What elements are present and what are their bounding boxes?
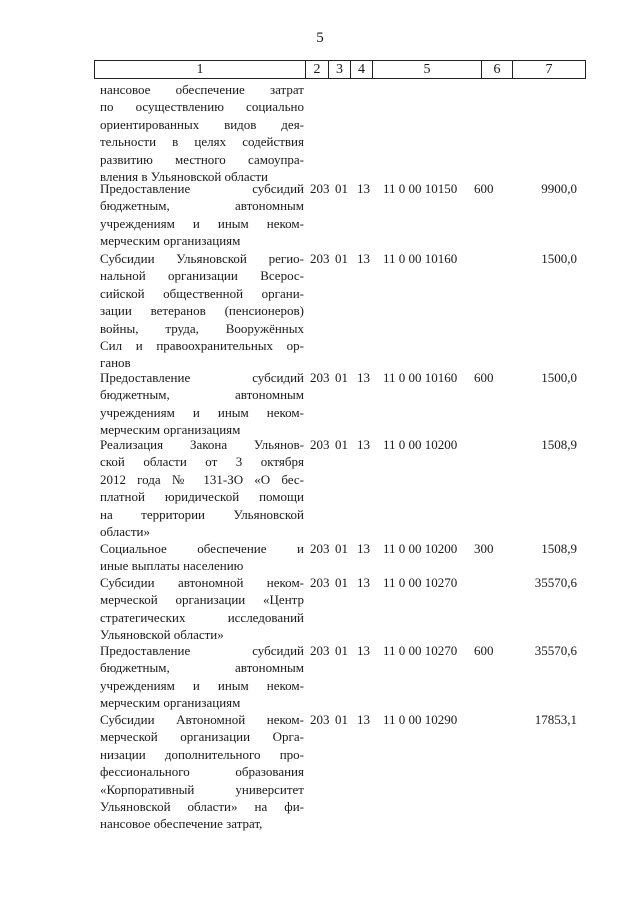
description-line: Сил и правоохранительных ор-: [100, 338, 304, 354]
cell-col-6: 600: [474, 643, 494, 658]
cell-col-5: 11 0 00 10150: [383, 181, 458, 196]
cell-amount: 35570,6: [534, 575, 577, 590]
description-line: 2012 года № 131-ЗО «О бес-: [100, 471, 304, 487]
row-description: [100, 540, 304, 575]
cell-col-2: 203: [310, 370, 330, 385]
cell-col-3: 01: [335, 437, 348, 452]
description-line: области»: [100, 524, 150, 540]
description-line: вления в Ульяновской области: [100, 169, 268, 185]
row-description: [100, 180, 304, 250]
header-col-3: 3: [336, 62, 343, 77]
description-line: мерческой организации Орга-: [100, 729, 304, 745]
cell-col-5: 11 0 00 10270: [383, 575, 458, 590]
cell-col-5: 11 0 00 10160: [383, 251, 458, 266]
cell-col-2: 203: [310, 181, 330, 196]
cell-col-5: 11 0 00 10200: [383, 437, 458, 452]
description-line: мерческим организациям: [100, 422, 241, 438]
description-line: стратегических исследований: [100, 609, 304, 625]
row-description: [100, 250, 304, 372]
cell-amount: 1508,9: [541, 437, 577, 452]
description-line: ганов: [100, 355, 131, 371]
description-line: Предоставление субсидий: [100, 643, 304, 658]
description-line: низации дополнительного про-: [100, 746, 304, 762]
cell-col-3: 01: [335, 181, 348, 196]
description-line: Социальное обеспечение и: [100, 541, 304, 556]
description-line: «Корпоративный университет: [100, 781, 304, 797]
description-line: учреждениям и иным неком-: [100, 404, 304, 420]
description-line: Субсидии автономной неком-: [100, 575, 304, 590]
cell-col-2: 203: [310, 437, 330, 452]
cell-col-2: 203: [310, 712, 330, 727]
cell-col-4: 13: [357, 251, 370, 266]
description-line: мерческим организациям: [100, 695, 241, 711]
cell-col-4: 13: [357, 712, 370, 727]
cell-col-3: 01: [335, 575, 348, 590]
description-line: иные выплаты населению: [100, 558, 244, 574]
description-line: Ульяновской области» на фи-: [100, 799, 304, 815]
cell-col-2: 203: [310, 575, 330, 590]
description-line: развитию местного самоупра-: [100, 151, 304, 167]
header-col-1: 1: [196, 62, 204, 77]
cell-col-3: 01: [335, 251, 348, 266]
description-line: бюджетным, автономным: [100, 198, 304, 214]
cell-col-2: 203: [310, 251, 330, 266]
cell-amount: 35570,6: [534, 643, 577, 658]
description-line: нансовое обеспечение затрат: [100, 82, 304, 97]
cell-col-4: 13: [357, 437, 370, 452]
description-line: фессионального образования: [100, 764, 304, 780]
cell-col-3: 01: [335, 643, 348, 658]
cell-amount: 1500,0: [541, 370, 577, 385]
description-line: Предоставление субсидий: [100, 181, 304, 196]
row-description: [100, 711, 304, 833]
description-line: Реализация Закона Ульянов-: [100, 437, 304, 452]
description-line: Субсидии Автономной неком-: [100, 712, 304, 727]
cell-col-3: 01: [335, 712, 348, 727]
description-line: Предоставление субсидий: [100, 370, 304, 385]
header-col-5: 5: [423, 62, 431, 77]
description-line: бюджетным, автономным: [100, 387, 304, 403]
header-col-7: 7: [545, 62, 553, 77]
cell-col-5: 11 0 00 10270: [383, 643, 458, 658]
description-line: ориентированных видов дея-: [100, 116, 304, 132]
description-line: учреждениям и иным неком-: [100, 215, 304, 231]
header-col-2: 2: [313, 62, 321, 77]
cell-col-4: 13: [357, 370, 370, 385]
header-col-4: 4: [358, 62, 365, 77]
cell-amount: 9900,0: [541, 181, 577, 196]
cell-col-2: 203: [310, 643, 330, 658]
cell-col-5: 11 0 00 10290: [383, 712, 458, 727]
cell-col-3: 01: [335, 370, 348, 385]
row-description: [100, 574, 304, 644]
cell-amount: 17853,1: [534, 712, 577, 727]
continuation-text: [100, 81, 304, 185]
description-line: ской области от 3 октября: [100, 454, 304, 470]
description-line: Субсидии Ульяновской регио-: [100, 251, 304, 266]
description-line: войны, труда, Вооружённых: [100, 320, 304, 336]
cell-col-6: 600: [474, 181, 494, 196]
description-line: мерческим организациям: [100, 233, 241, 249]
description-line: Ульяновской области»: [100, 627, 224, 643]
cell-col-5: 11 0 00 10200: [383, 541, 458, 556]
description-line: учреждениям и иным неком-: [100, 677, 304, 693]
description-line: тельности в целях содействия: [100, 134, 304, 150]
description-line: нальной организации Всерос-: [100, 268, 304, 284]
cell-amount: 1500,0: [541, 251, 577, 266]
cell-col-4: 13: [357, 181, 370, 196]
cell-col-6: 600: [474, 370, 494, 385]
cell-col-4: 13: [357, 541, 370, 556]
cell-col-4: 13: [357, 575, 370, 590]
row-description: [100, 436, 304, 540]
description-line: по осуществлению социально: [100, 99, 304, 115]
page-number: 5: [316, 30, 324, 46]
description-line: сийской общественной органи-: [100, 285, 304, 301]
description-line: зации ветеранов (пенсионеров): [100, 303, 304, 319]
description-line: бюджетным, автономным: [100, 660, 304, 676]
cell-col-5: 11 0 00 10160: [383, 370, 458, 385]
description-line: мерческой организации «Центр: [100, 592, 304, 608]
cell-col-4: 13: [357, 643, 370, 658]
cell-amount: 1508,9: [541, 541, 577, 556]
row-description: [100, 369, 304, 439]
cell-col-2: 203: [310, 541, 330, 556]
description-line: на территории Ульяновской: [100, 506, 304, 522]
cell-col-3: 01: [335, 541, 348, 556]
row-description: [100, 642, 304, 712]
description-line: нансовое обеспечение затрат,: [100, 816, 263, 832]
description-line: платной юридической помощи: [100, 489, 304, 505]
table-header: [94, 60, 586, 79]
cell-col-6: 300: [474, 541, 494, 556]
header-col-6: 6: [493, 62, 501, 77]
